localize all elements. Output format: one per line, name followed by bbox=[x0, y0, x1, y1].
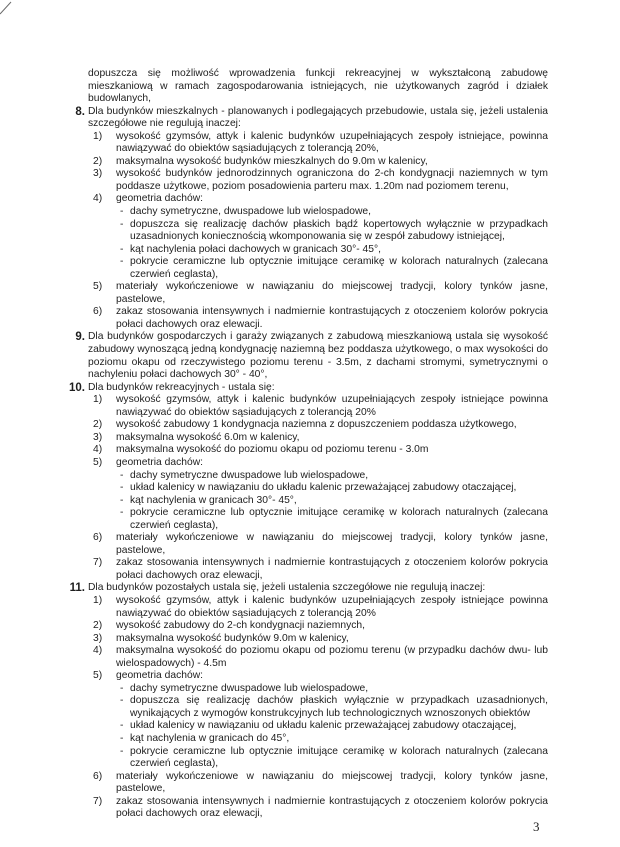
item-number: 6) bbox=[93, 770, 103, 782]
item-text: geometria dachów: bbox=[116, 456, 204, 468]
sub-item: - dachy symetryczne dwuspadowe lub wielospadowe, bbox=[116, 470, 548, 483]
list-item bbox=[88, 457, 548, 532]
sub-item: - pokrycie ceramiczne lub optycznie imitujące ceramikę w kolorach naturalnych (zalecana czerwień ceglasta), bbox=[116, 507, 548, 532]
section-text: Dla budynków gospodarczych i garaży związanych z zabudową mieszkaniową ustala się wysokość zabudowy wynoszącą jedną kondygnację naziemną bez poddasza użytkowego, o max wysokości do poziomu okapu od rzeczywistego poziomu terenu - 3.5m, z dachami stromymi, symetrycznymi o nachyleniu połaci dachowych 30° - 40°, bbox=[88, 331, 548, 381]
item-number: 3) bbox=[93, 632, 103, 644]
item-text: maksymalna wysokość 6.0m w kalenicy, bbox=[116, 431, 300, 443]
item-number: 7) bbox=[93, 795, 103, 807]
item-number: 5) bbox=[93, 281, 103, 293]
item-text: wysokość budynków jednorodzinnych ograniczona do 2-ch kondygnacji naziemnych w tym poddasze użytkowe, poziom posadowienia parteru max. 1.20m nad poziomem terenu, bbox=[116, 168, 548, 192]
list-item bbox=[88, 394, 548, 419]
list-item bbox=[88, 432, 548, 445]
list-item bbox=[88, 645, 548, 670]
item-number: 1) bbox=[93, 394, 103, 406]
list-item bbox=[88, 168, 548, 193]
item-text: maksymalna wysokość budynków mieszkalnych do 9.0m w kalenicy, bbox=[116, 155, 428, 167]
item-number: 4) bbox=[93, 193, 103, 205]
page-number: 3 bbox=[533, 819, 540, 834]
item-number: 5) bbox=[93, 456, 103, 468]
intro-paragraph: dopuszcza się możliwość wprowadzenia funkcji rekreacyjnej w wykształconą zabudowę mieszkaniową w ramach zagospodarowania istniejących, nie użytkowanych zagród i działek budowlanych, bbox=[88, 68, 548, 105]
section-number: 10. bbox=[69, 381, 85, 394]
item-text: materiały wykończeniowe w nawiązaniu do miejscowej tradycji, kolory tynków jasne, pastelowe, bbox=[116, 770, 548, 795]
list-item bbox=[88, 620, 548, 633]
item-number: 1) bbox=[93, 130, 103, 142]
sub-item: - dachy symetryczne, dwuspadowe lub wielospadowe, bbox=[116, 206, 548, 219]
item-text: wysokość zabudowy 1 kondygnacja naziemna z dopuszczeniem poddasza użytkowego, bbox=[116, 419, 517, 431]
section bbox=[68, 331, 548, 381]
list-item bbox=[88, 595, 548, 620]
section-text: Dla budynków mieszkalnych - planowanych i podlegających przebudowie, ustala się, jeżeli ustalenia szczegółowe nie regulują inaczej: bbox=[88, 105, 548, 130]
section-number: 11. bbox=[69, 582, 85, 595]
list-item bbox=[88, 633, 548, 646]
sub-item: - dopuszcza się realizację dachów płaskich bądź kopertowych wyłącznie w przypadkach uzasadnionych koniecznością wkomponowania się w zespół zabudowy istniejącej, bbox=[116, 219, 548, 244]
section-number: 9. bbox=[75, 331, 85, 344]
section-text: Dla budynków rekreacyjnych - ustala się: bbox=[88, 381, 275, 393]
item-number: 6) bbox=[93, 306, 103, 318]
list-item bbox=[88, 193, 548, 281]
item-number: 3) bbox=[93, 168, 103, 180]
list-item bbox=[88, 281, 548, 306]
item-text: wysokość gzymsów, attyk i kalenic budynków uzupełniających zespoły istniejące, powinna nawiązywać do obiektów sąsiadujących z tolerancją 20%, bbox=[116, 130, 548, 155]
list-item bbox=[88, 557, 548, 582]
list-item bbox=[88, 796, 548, 821]
sub-item: - układ kalenicy w nawiązaniu do układu kalenic przeważającej zabudowy otaczającej, bbox=[116, 482, 548, 495]
list-item bbox=[88, 419, 548, 432]
item-text: maksymalna wysokość do poziomu okapu od poziomu terenu (w przypadku dachów dwu- lub wielospadowych) - 4.5m bbox=[116, 645, 548, 669]
section bbox=[68, 106, 548, 332]
item-number: 1) bbox=[93, 594, 103, 606]
item-text: wysokość zabudowy do 2-ch kondygnacji naziemnych, bbox=[116, 620, 365, 632]
item-text: maksymalna wysokość do poziomu okapu od poziomu terenu - 3.0m bbox=[116, 444, 429, 456]
list-item bbox=[88, 532, 548, 557]
list-item bbox=[88, 771, 548, 796]
sub-item: - układ kalenicy w nawiązaniu od układu kalenic przeważającej zabudowy otaczającej, bbox=[116, 720, 548, 733]
list-item bbox=[88, 131, 548, 156]
item-number: 2) bbox=[93, 419, 103, 431]
list-item bbox=[88, 306, 548, 331]
item-number: 5) bbox=[93, 670, 103, 682]
item-text: zakaz stosowania intensywnych i nadmiernie kontrastujących z otoczeniem kolorów pokrycia połaci dachowych oraz elewacji, bbox=[116, 795, 548, 820]
item-number: 2) bbox=[93, 155, 103, 167]
item-text: geometria dachów: bbox=[116, 670, 204, 682]
scan-corner-mark bbox=[0, 0, 26, 28]
list-item bbox=[88, 670, 548, 770]
section-text: Dla budynków pozostałych ustala się, jeżeli ustalenia szczegółowe nie regulują inaczej: bbox=[88, 582, 486, 594]
item-text: wysokość gzymsów, attyk i kalenic budynków uzupełniających zespoły istniejące powinna nawiązywać do obiektów sąsiadujących z tolerancją 20% bbox=[116, 594, 548, 619]
item-text: materiały wykończeniowe w nawiązaniu do miejscowej tradycji, kolory tynków jasne, pastelowe, bbox=[116, 532, 548, 556]
item-number: 2) bbox=[93, 620, 103, 632]
sections-list bbox=[68, 106, 548, 821]
document-body bbox=[68, 68, 548, 821]
item-number: 3) bbox=[93, 431, 103, 443]
sub-item: - kąt nachylenia połaci dachowych w granicach 30°- 45°, bbox=[116, 244, 548, 257]
sub-item: - kąt nachylenia w granicach 30°- 45°, bbox=[116, 495, 548, 508]
item-text: wysokość gzymsów, attyk i kalenic budynków uzupełniających zespoły istniejące powinna nawiązywać do obiektów sąsiadujących z tolerancją 20% bbox=[116, 394, 548, 418]
item-number: 4) bbox=[93, 645, 103, 657]
section bbox=[68, 382, 548, 583]
item-number: 7) bbox=[93, 557, 103, 569]
section-number: 8. bbox=[75, 105, 85, 118]
item-text: maksymalna wysokość budynków 9.0m w kalenicy, bbox=[116, 632, 349, 644]
item-text: materiały wykończeniowe w nawiązaniu do miejscowej tradycji, kolory tynków jasne, pastelowe, bbox=[116, 281, 548, 305]
sub-item: - pokrycie ceramiczne lub optycznie imitujące ceramikę w kolorach naturalnych (zalecana czerwień ceglasta), bbox=[116, 256, 548, 281]
sub-item: - dachy symetryczne dwuspadowe lub wielospadowe, bbox=[116, 683, 548, 696]
sub-item: - pokrycie ceramiczne lub optycznie imitujące ceramikę w kolorach naturalnych (zalecana czerwień ceglasta), bbox=[116, 746, 548, 771]
item-number: 4) bbox=[93, 444, 103, 456]
list-item bbox=[88, 444, 548, 457]
sub-item: - kąt nachylenia w granicach do 45°, bbox=[116, 733, 548, 746]
section bbox=[68, 582, 548, 820]
item-text: geometria dachów: bbox=[116, 193, 204, 205]
item-text: zakaz stosowania intensywnych i nadmiernie kontrastujących z otoczeniem kolorów pokrycia połaci dachowych oraz elewacji, bbox=[116, 557, 548, 581]
list-item bbox=[88, 156, 548, 169]
item-text: zakaz stosowania intensywnych i nadmiernie kontrastujących z otoczeniem kolorów pokrycia połaci dachowych oraz elewacji. bbox=[116, 306, 548, 330]
item-number: 6) bbox=[93, 532, 103, 544]
sub-item: - dopuszcza się realizację dachów płaskich wyłącznie w przypadkach uzasadnionych, wynikających z wymogów konstrukcyjnych lub technologicznych wznoszonych obiektów bbox=[116, 695, 548, 720]
